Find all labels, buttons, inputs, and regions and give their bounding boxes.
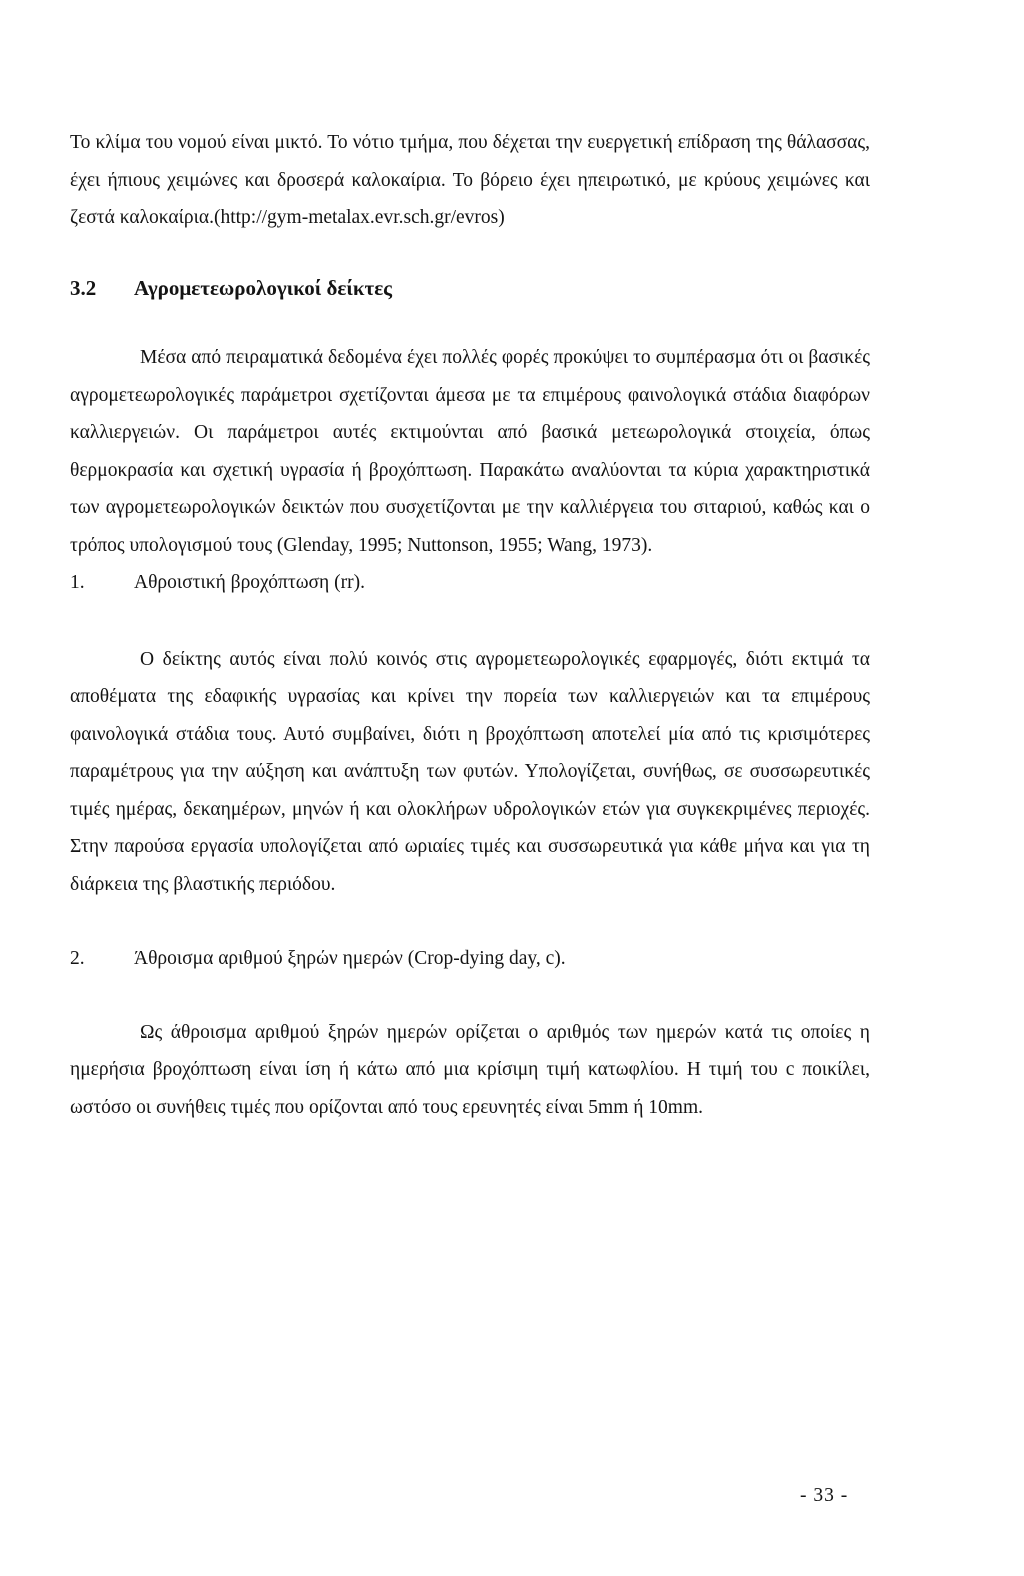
item-number-1: 1. <box>70 572 85 593</box>
item-title-1: Αθροιστική βροχόπτωση (rr). <box>134 572 365 593</box>
paragraph-dry-days: Ως άθροισμα αριθμού ξηρών ημερών ορίζεται ο αριθμός των ημερών κατά τις οποίες η ημερήσια βροχόπτωση είναι ίση ή κάτω από μια κρίσιμη τιμή κατωφλίου. Η τιμή του c ποικίλει, ωστόσο οι συνήθεις τιμές που ορίζονται από τους ερευνητές είναι 5mm ή 10mm. <box>70 1021 870 1118</box>
page-body <box>70 124 870 1126</box>
page-number: - 33 - <box>800 1485 849 1506</box>
item-heading-2 <box>70 940 870 978</box>
item-heading-1 <box>70 564 870 602</box>
section-number: 3.2 <box>70 275 97 300</box>
item-title-2: Άθροισμα αριθμού ξηρών ημερών (Crop-dying day, c). <box>134 948 566 969</box>
paragraph-rainfall: Ο δείκτης αυτός είναι πολύ κοινός στις αγρομετεωρολογικές εφαρμογές, διότι εκτιμά τα αποθέματα της εδαφικής υγρασίας και κρίνει την πορεία των καλλιεργειών και τα επιμέρους φαινολογικά στάδια τους. Αυτό συμβαίνει, διότι η βροχόπτωση αποτελεί μία από τις κρισιμότερες παραμέτρους για την αύξηση και ανάπτυξη των φυτών. Υπολογίζεται, συνήθως, σε συσσωρευτικές τιμές ημέρας, δεκαημέρων, μηνών ή και ολοκλήρων υδρολογικών ετών για συγκεκριμένες περιοχές. Στην παρούσα εργασία υπολογίζεται από ωριαίες τιμές και συσσωρευτικά για κάθε μήνα και για τη διάρκεια της βλαστικής περιόδου. <box>70 648 870 895</box>
item-number-2: 2. <box>70 948 85 969</box>
section-title: Αγρομετεωρολογικοί δείκτες <box>134 275 393 300</box>
paragraph-climate: Το κλίμα του νομού είναι μικτό. Το νότιο τμήμα, που δέχεται την ευεργετική επίδραση της θάλασσας, έχει ήπιους χειμώνες και δροσερά καλοκαίρια. Το βόρειο έχει ηπειρωτικό, με κρύους χειμώνες και ζεστά καλοκαίρια.(http://gym-metalax.evr.sch.gr/evros) <box>70 132 870 228</box>
paragraph-intro: Μέσα από πειραματικά δεδομένα έχει πολλές φορές προκύψει το συμπέρασμα ότι οι βασικές αγρομετεωρολογικές παράμετροι σχετίζονται άμεσα με τα επιμέρους φαινολογικά στάδια διαφόρων καλλιεργειών. Οι παράμετροι αυτές εκτιμούνται από βασικά μετεωρολογικά στοιχεία, όπως θερμοκρασία και σχετική υγρασία ή βροχόπτωση. Παρακάτω αναλύονται τα κύρια χαρακτηριστικά των αγρομετεωρολογικών δεικτών που συσχετίζονται με την καλλιέργεια του σιταριού, καθώς και ο τρόπος υπολογισμού τους (Glenday, 1995; Nuttonson, 1955; Wang, 1973). <box>70 347 870 556</box>
section-heading <box>70 270 870 308</box>
